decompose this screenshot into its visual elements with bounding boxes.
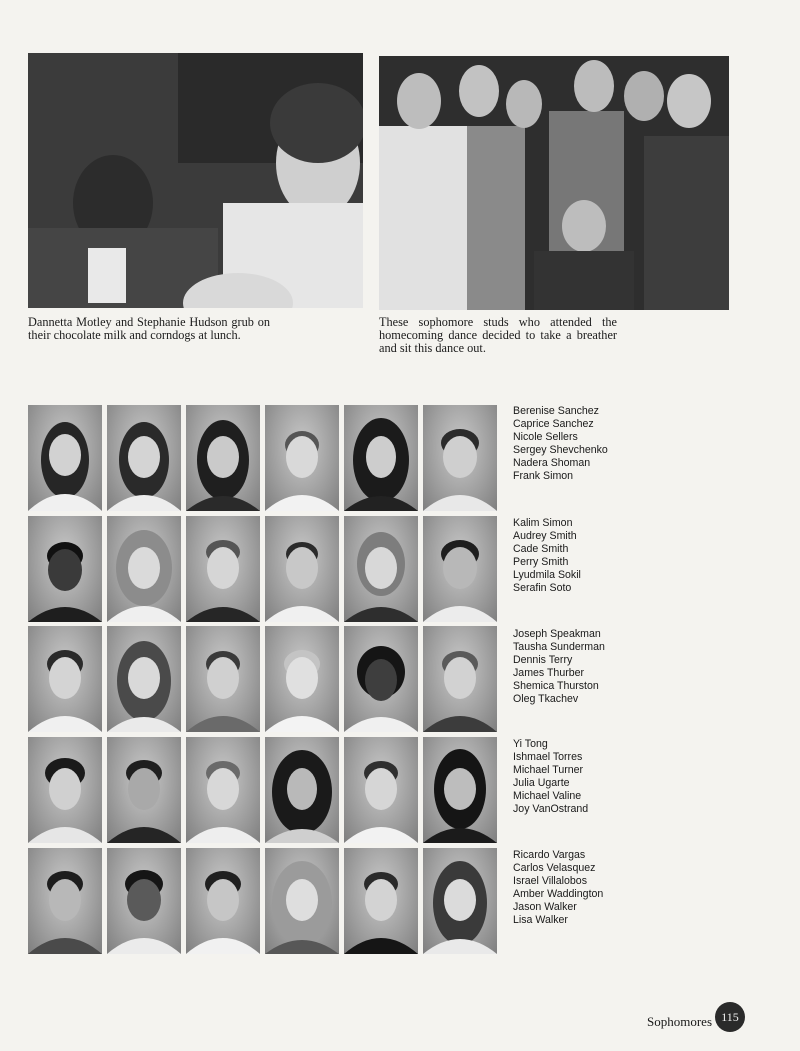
portrait [186, 516, 260, 622]
student-name: Nicole Sellers [513, 430, 578, 443]
portrait [186, 848, 260, 954]
student-name: Joy VanOstrand [513, 802, 589, 815]
student-name: Kalim Simon [513, 517, 573, 529]
student-name: Caprice Sanchez [513, 417, 594, 430]
student-name: Jason Walker [513, 900, 577, 913]
portrait [423, 626, 497, 732]
name-list [513, 405, 608, 482]
student-name: Yi Tong [513, 738, 548, 750]
portrait [265, 405, 339, 511]
portrait [344, 848, 418, 954]
student-name: Serafin Soto [513, 581, 572, 594]
portrait [265, 848, 339, 954]
name-list [513, 628, 605, 705]
student-name: Perry Smith [513, 555, 569, 568]
name-list [513, 738, 588, 815]
portrait [265, 516, 339, 622]
student-name: Sergey Shevchenko [513, 443, 608, 456]
portrait [423, 848, 497, 954]
portrait [265, 737, 339, 843]
student-name: Joseph Speakman [513, 628, 601, 640]
portrait [344, 737, 418, 843]
portrait [186, 626, 260, 732]
portrait [107, 848, 181, 954]
student-name: Israel Villalobos [513, 874, 588, 887]
portrait [28, 848, 102, 954]
name-list [513, 849, 603, 926]
student-name: Dennis Terry [513, 653, 573, 666]
portrait [344, 626, 418, 732]
portrait [28, 405, 102, 511]
portrait [107, 516, 181, 622]
student-name: Nadera Shoman [513, 456, 591, 469]
student-name: Lisa Walker [513, 913, 568, 926]
student-name: Ricardo Vargas [513, 849, 586, 861]
portrait [186, 405, 260, 511]
portrait [265, 626, 339, 732]
portrait [107, 737, 181, 843]
lunch-photo-caption: Dannetta Motley and Stephanie Hudson grub on their chocolate milk and corndogs at lunch. [28, 315, 270, 342]
lunch-photo [28, 53, 363, 308]
portrait [423, 737, 497, 843]
portrait [344, 405, 418, 511]
portrait [28, 516, 102, 622]
portrait [107, 626, 181, 732]
portrait [423, 405, 497, 511]
student-name: Amber Waddington [513, 887, 604, 900]
page-number: 115 [715, 1002, 745, 1032]
portrait [107, 405, 181, 511]
student-name: Michael Turner [513, 763, 584, 776]
portrait [344, 516, 418, 622]
student-name: Cade Smith [513, 542, 569, 555]
section-label: Sophomores [647, 1014, 712, 1029]
student-name: Audrey Smith [513, 529, 577, 542]
student-name: Julia Ugarte [513, 776, 570, 789]
student-name: Ishmael Torres [513, 750, 583, 763]
student-name: Tausha Sunderman [513, 640, 605, 653]
student-name: James Thurber [513, 666, 585, 679]
portrait [28, 737, 102, 843]
portrait [28, 626, 102, 732]
student-name: Oleg Tkachev [513, 692, 579, 705]
student-name: Shemica Thurston [513, 679, 599, 692]
student-name: Carlos Velasquez [513, 861, 596, 874]
dance-photo-caption: These sophomore studs who attended the homecoming dance decided to take a breather and sit this dance out. [379, 315, 617, 355]
student-name: Lyudmila Sokil [513, 568, 581, 581]
student-name: Berenise Sanchez [513, 405, 599, 417]
student-name: Michael Valine [513, 789, 582, 802]
student-name: Frank Simon [513, 469, 574, 482]
name-list [513, 517, 581, 594]
portrait [186, 737, 260, 843]
dance-photo [379, 56, 729, 310]
portrait [423, 516, 497, 622]
